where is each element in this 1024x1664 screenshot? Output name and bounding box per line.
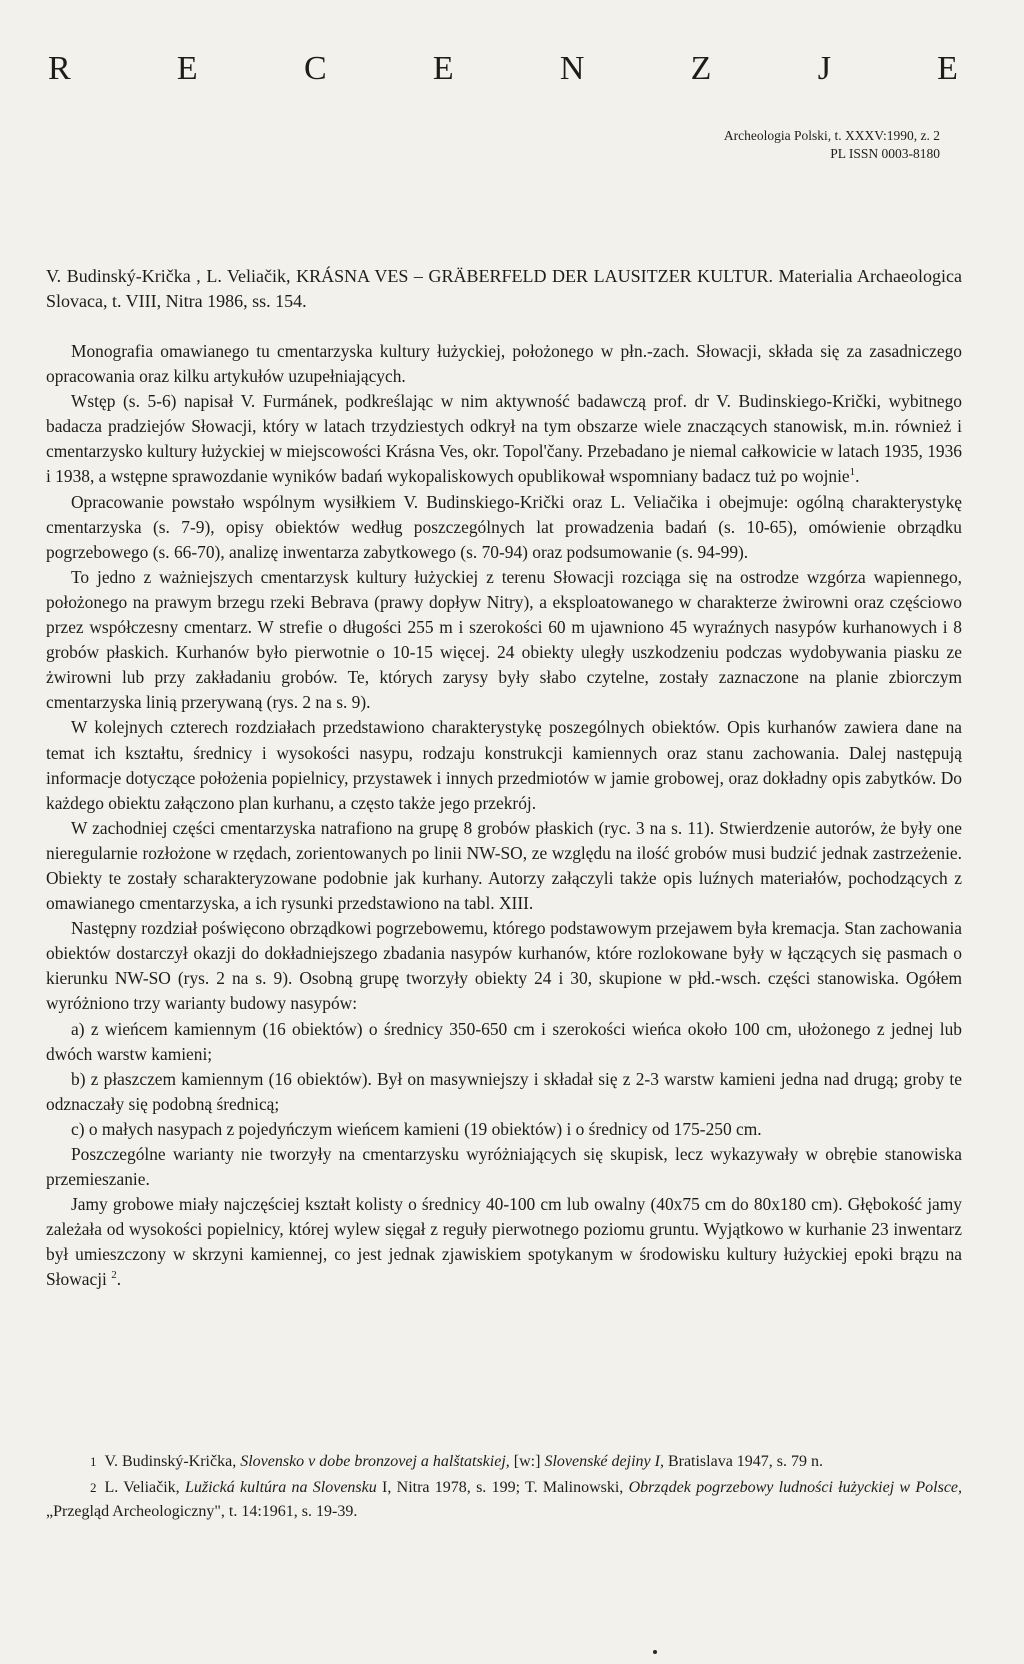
footnote-title: Slovensko v dobe bronzovej a halštatskiej,	[240, 1453, 510, 1470]
footnote-title: Lužická kultúra na Slovensku	[184, 1479, 377, 1496]
paragraph: Monografia omawianego tu cmentarzyska kultury łużyckiej, położonego w płn.-zach. Słowacji, składa się za zasadniczego opracowania oraz kilku artykułów uzupełniających.	[46, 341, 962, 387]
heading-letter: N	[559, 50, 587, 87]
footnote-2: 2 L. Veliačik, Lužická kultúra na Slovensku I, Nitra 1978, s. 199; T. Malinowski, Obrządek pogrzebowy ludności łużyckiej w Polsce, „Przegląd Archeologiczny", t. 14:1961, s. 19-39.	[46, 1476, 962, 1524]
paragraph: To jedno z ważniejszych cmentarzysk kultury łużyckiej z terenu Słowacji rozciąga się na ostrodze wzgórza wapiennego, położonego na prawym brzegu rzeki Bebrava (prawy dopływ Nitry), a eksploatowanego w charakterze żwirowni oraz częściowo przez współczesny cmentarz. W strefie o długości 255 m i szerokości 60 m ujawniono 45 wyraźnych nasypów kurhanowych i 8 grobów płaskich. Kurhanów było pierwotnie o 10-15 więcej. 24 obiekty uległy uszkodzeniu podczas wydobywania piasku ze żwirowni lub przy zakładaniu grobów. Te, których zarysy były słabo czytelne, zostały zaznaczone na planie zbiorczym cmentarzyska linią przerywaną (rys. 2 na s. 9).	[46, 566, 962, 713]
journal-reference: Archeologia Polski, t. XXXV:1990, z. 2	[723, 128, 940, 143]
footnote-number: 2	[90, 1480, 97, 1495]
review-citation: V. Budinský-Krička , L. Veliačik, KRÁSNA VES – GRÄBERFELD DER LAUSITZER KULTUR. Materialia Archaeologica Slovaca, t. VIII, Nitra 1986, ss. 154.	[46, 266, 962, 311]
section-heading	[48, 50, 960, 88]
footnote-title: Slovenské dejiny I,	[544, 1453, 664, 1470]
footnote-ref[interactable]: 1	[849, 466, 856, 479]
paragraph: Wstęp (s. 5-6) napisał V. Furmánek, podkreślając w nim aktywność badawczą prof. dr V. Budinskiego-Krički, wybitnego badacza pradziejów Słowacji, który w latach trzydziestych odkrył na tym obszarze wiele znaczących stanowisk, m.in. również i cmentarzysko kultury łużyckiej w miejscowości Krásna Ves, okr. Topol'čany. Przebadano je niemal całkowicie w latach 1935, 1936 i 1938, a wstępne sprawozdanie wyników badań wykopaliskowych opublikował wspomniany badacz tuż po wojnie$^1$.	[46, 391, 962, 487]
heading-letter: E	[937, 50, 960, 87]
paragraph: W kolejnych czterech rozdziałach przedstawiono charakterystykę poszególnych obiektów. Opis kurhanów zawiera dane na temat ich kształtu, średnicy i wysokości nasypu, rodzaju konstrukcji kamiennych oraz stanu zachowania. Dalej następują informacje dotyczące położenia popielnicy, przystawek i innych przedmiotów w jamie grobowej, oraz dokładny opis zabytków. Do każdego obiektu załączono plan kurhanu, a często także jego przekrój.	[46, 717, 962, 813]
review-body	[46, 339, 962, 1293]
journal-meta	[600, 127, 940, 163]
heading-letter: E	[432, 50, 456, 87]
paragraph: Poszczególne warianty nie tworzyły na cmentarzysku wyróżniających się skupisk, lecz wykazywały w obrębie stanowiska przemieszanie.	[46, 1144, 962, 1190]
heading-letter: E	[176, 50, 200, 87]
heading-letter: J	[817, 50, 833, 87]
heading-letter: C	[303, 50, 329, 87]
footnotes	[46, 1450, 962, 1524]
issn: PL ISSN 0003-8180	[830, 146, 940, 161]
paragraph: c) o małych nasypach z pojedyńczym wieńcem kamieni (19 obiektów) i o średnicy od 175-250 cm.	[71, 1118, 762, 1139]
heading-letter: Z	[690, 50, 714, 87]
paragraph: a) z wieńcem kamiennym (16 obiektów) o średnicy 350-650 cm i szerokości wieńca około 100 cm, ułożonego z jednej lub dwóch warstw kamieni;	[46, 1018, 962, 1064]
paragraph: Następny rozdział poświęcono obrządkowi pogrzebowemu, którego podstawowym przejawem była kremacja. Stan zachowania obiektów dostarczył okazji do dokładniejszego zbadania nasypów kurhanów, które rozlokowane były w łączących się pasmach o kierunku NW-SO (rys. 2 na s. 9). Osobną grupę tworzyły obiekty 24 i 30, skupione w płd.-wsch. części stanowiska. Ogółem wyróżniono trzy warianty budowy nasypów:	[46, 918, 962, 1014]
footnote-title: Obrządek pogrzebowy ludności łużyckiej w Polsce,	[628, 1479, 963, 1496]
heading-letter: R	[48, 50, 73, 87]
footnote-1: 1 V. Budinský-Krička, Slovensko v dobe bronzovej a halštatskiej, [w:] Slovenské dejiny I, Bratislava 1947, s. 79 n.	[46, 1450, 962, 1474]
page-mark	[653, 1650, 657, 1654]
footnote-number: 1	[90, 1454, 97, 1469]
paragraph: Jamy grobowe miały najczęściej kształt kolisty o średnicy 40-100 cm lub owalny (40x75 cm do 80x180 cm). Głębokość jamy zależała od wysokości popielnicy, której wylew sięgał z reguły pierwotnego poziomu gruntu. Wyjątkowo w kurhanie 23 inwentarz był umieszczony w skrzyni kamiennej, co jest jednak zjawiskiem spotykanym w środowisku kultury łużyckiej epoki brązu na Słowacji $^2$.	[46, 1194, 962, 1290]
paragraph: b) z płaszczem kamiennym (16 obiektów). Był on masywniejszy i składał się z 2-3 warstw kamieni jedna nad drugą; groby te odznaczały się podobną średnicą;	[46, 1068, 962, 1114]
footnote-ref[interactable]: 2	[111, 1269, 117, 1282]
paragraph: W zachodniej części cmentarzyska natrafiono na grupę 8 grobów płaskich (ryc. 3 na s. 11). Stwierdzenie autorów, że były one nieregularnie rozłożone w rzędach, zorientowanych po linii NW-SO, ze względu na ilość grobów musi budzić jednak zastrzeżenie. Obiekty te zostały scharakteryzowane podobnie jak kurhany. Autorzy załączyli także opis luźnych materiałów, pochodzących z omawianego cmentarzyska, a ich rysunki przedstawiono na tabl. XIII.	[46, 817, 962, 914]
paragraph: Opracowanie powstało wspólnym wysiłkiem V. Budinskiego-Krički oraz L. Veliačika i obejmuje: ogólną charakterystykę cmentarzyska (s. 7-9), opisy obiektów według poszczególnych lat prowadzenia badań (s. 10-65), omówienie obrządku pogrzebowego (s. 66-70), analizę inwentarza zabytkowego (s. 70-94) oraz podsumowanie (s. 94-99).	[46, 491, 962, 562]
